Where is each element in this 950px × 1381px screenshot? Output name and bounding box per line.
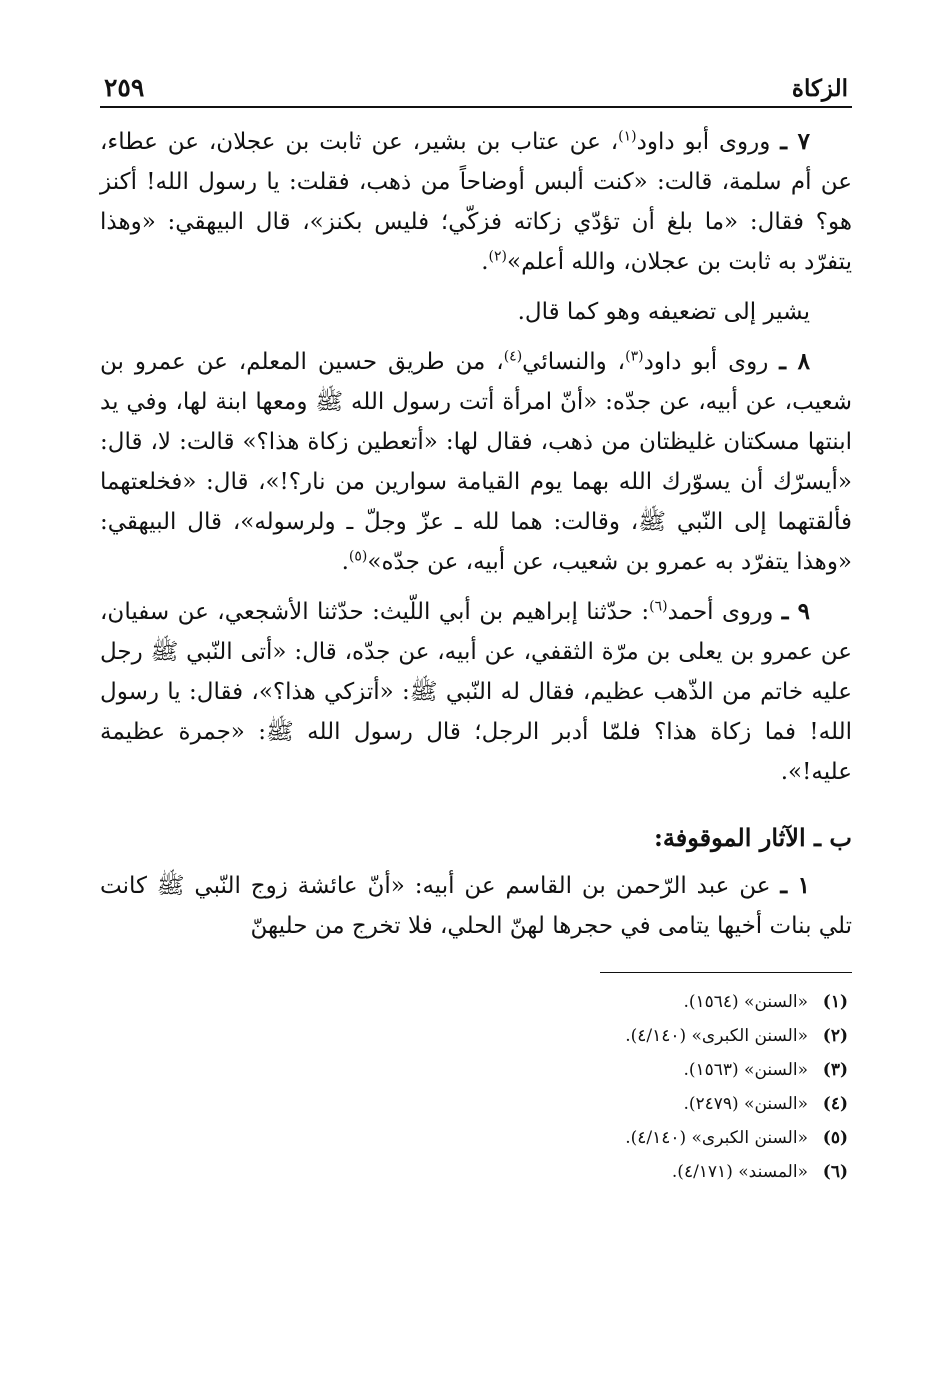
paragraph-text: ، والنسائي: [522, 349, 626, 375]
footnote-text: «السنن» (١٥٦٣).: [683, 1060, 808, 1080]
paragraph-number: ٧ ـ: [780, 128, 810, 155]
footnote-text: «السنن» (١٥٦٤).: [683, 992, 808, 1012]
paragraph: [100, 342, 852, 582]
footnote: [100, 1121, 848, 1155]
footnote-text: «المسند» (٤/١٧١).: [671, 1162, 808, 1182]
footnote-number: (٥): [822, 1128, 848, 1148]
paragraph-number: ١ ـ: [780, 872, 810, 899]
paragraph-text: .: [481, 249, 489, 275]
paragraph: [100, 592, 852, 792]
paragraph: [100, 122, 852, 282]
footnote: [100, 1155, 848, 1189]
footnote-text: «السنن الكبرى» (٤/١٤٠).: [625, 1026, 808, 1046]
footnote-number: (٢): [822, 1026, 848, 1046]
paragraph-text: : حدّثنا إبراهيم بن أبي اللّيث: حدّثنا الأشجعي، عن سفيان، عن عمرو بن يعلى بن مرّة الثقفي، عن أبيه، عن جدّه، قال: «أتى النّبي ﷺ رجل عليه خاتم من الذّهب عظيم، فقال له النّبي ﷺ: «أتزكي هذا؟»، فقال: يا رسول الله! فما زكاة هذا؟ فلمّا أدبر الرجل؛ قال رسول الله ﷺ: «جمرة عظيمة عليه!».: [100, 599, 852, 785]
footnote-number: (٦): [822, 1162, 848, 1182]
footnote-ref[interactable]: (٦): [649, 598, 668, 615]
main-paragraphs: [100, 122, 852, 792]
footnote: [100, 1053, 848, 1087]
paragraph-text: وروى أحمد: [667, 599, 782, 625]
paragraph-text: روى أبو داود: [643, 349, 780, 375]
paragraph-text: يشير إلى تضعيفه وهو كما قال.: [517, 299, 810, 325]
running-header: [100, 70, 852, 108]
footnote: [100, 1019, 848, 1053]
footnote: [100, 1087, 848, 1121]
paragraph-text: وروى أبو داود: [636, 129, 781, 155]
footnote-number: (١): [822, 992, 848, 1012]
paragraph: [100, 866, 852, 946]
footnote-ref[interactable]: (٥): [348, 548, 368, 565]
footnote-number: (٣): [822, 1060, 848, 1080]
paragraph-text: ، من طريق حسين المعلم، عن عمرو بن شعيب، عن أبيه، عن جدّه: «أنّ امرأة أتت رسول الله ﷺ ومعها ابنة لها، وفي يد ابنتها مسكتان غليظتان من ذهب، فقال لها: «أتعطين زكاة هذا؟» قالت: لا، قال: «أيسرّك أن يسوّرك الله بهما يوم القيامة سوارين من نار؟!»، قال: «فخلعتهما فألقتهما إلى النّبي ﷺ، وقالت: هما لله ـ عزّ وجلّ ـ ولرسوله»، قال البيهقي: «وهذا يتفرّد به عمرو بن شعيب، عن أبيه، عن جدّه»: [100, 349, 853, 575]
footnote-ref[interactable]: (١): [618, 128, 637, 145]
footnote-ref[interactable]: (٣): [625, 348, 644, 365]
footnote-number: (٤): [822, 1094, 848, 1114]
footnote-ref[interactable]: (٤): [503, 348, 523, 365]
footnote-text: «السنن الكبرى» (٤/١٤٠).: [625, 1128, 808, 1148]
paragraph-text: ، عن عتاب بن بشير، عن ثابت بن عجلان، عن عطاء، عن أم سلمة، قالت: «كنت ألبس أوضاحاً من ذهب، فقلت: يا رسول الله! أكنز هو؟ فقال: «ما بلغ أن تؤدّي زكاته فزكّي؛ فليس بكنز»، قال البيهقي: «وهذا يتفرّد به ثابت بن عجلان، والله أعلم»: [100, 129, 852, 275]
page-number: ٢٥٩: [104, 73, 145, 102]
paragraph: [100, 292, 852, 332]
section-heading: ب ـ الآثار الموقوفة:: [654, 823, 852, 852]
footnote-text: «السنن» (٢٤٧٩).: [683, 1094, 808, 1114]
header-title: الزكاة: [791, 75, 848, 102]
footnote-ref[interactable]: (٢): [488, 248, 508, 265]
paragraph-number: ٨ ـ: [779, 348, 811, 375]
footnote: [100, 985, 848, 1019]
paragraph-text: عن عبد الرّحمن بن القاسم عن أبيه: «أنّ عائشة زوج النّبي ﷺ كانت تلي بنات أخيها يتامى في حجرها لهنّ الحلي، فلا تخرج من حليهنّ: [100, 873, 852, 939]
paragraph-text: .: [341, 549, 349, 575]
footnote-divider: [600, 972, 852, 973]
paragraph-number: ٩ ـ: [781, 598, 810, 625]
page-body: [100, 122, 852, 946]
book-page: [100, 70, 852, 1189]
footnotes-list: [100, 985, 852, 1189]
section-paragraphs: [100, 866, 852, 946]
